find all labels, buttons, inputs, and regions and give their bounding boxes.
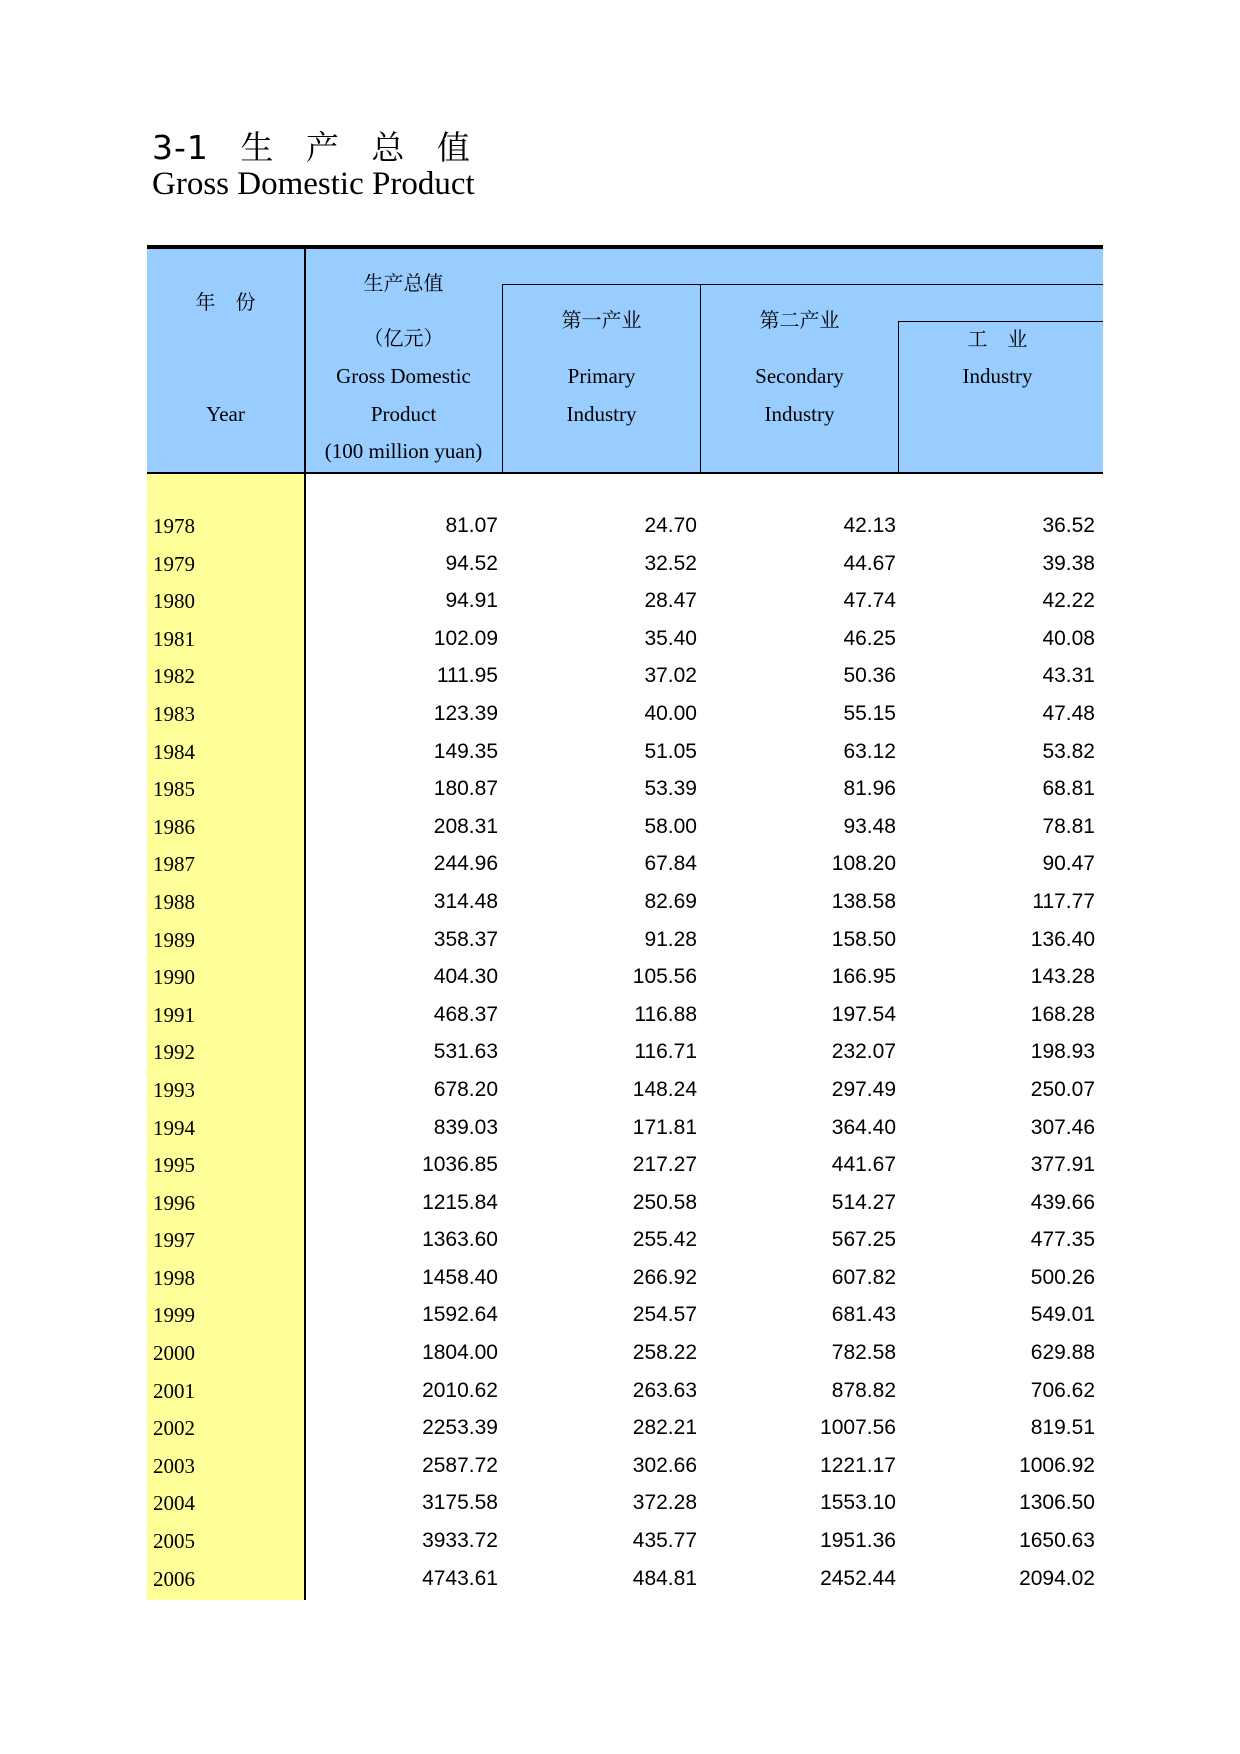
gdp-cell: 94.91: [445, 589, 498, 613]
year-cell: 1991: [153, 1002, 195, 1027]
industry-cell: 68.81: [1042, 777, 1095, 801]
table-body: [147, 510, 1103, 1600]
industry-cell: 1650.63: [1019, 1529, 1095, 1553]
year-cell: 1994: [153, 1115, 195, 1140]
gdp-cell: 1458.40: [422, 1265, 498, 1289]
primary-cell: 58.00: [644, 814, 697, 838]
industry-cell: 706.62: [1030, 1378, 1095, 1402]
year-cell: 1981: [153, 626, 195, 651]
secondary-cell: 514.27: [831, 1190, 896, 1214]
primary-cell: 266.92: [632, 1265, 697, 1289]
secondary-cell: 166.95: [831, 965, 896, 989]
header-year-en: Year: [206, 402, 245, 426]
gdp-cell: 358.37: [433, 927, 498, 951]
gdp-cell: 2253.39: [422, 1416, 498, 1440]
gdp-cell: 3175.58: [422, 1491, 498, 1515]
gdp-cell: 2010.62: [422, 1378, 498, 1402]
table-row: [147, 773, 1103, 811]
table-row: [147, 1224, 1103, 1262]
primary-cell: 105.56: [632, 965, 697, 989]
year-cell: 1996: [153, 1190, 195, 1215]
year-cell: 1979: [153, 551, 195, 576]
gdp-cell: 4743.61: [422, 1566, 498, 1590]
industry-cell: 629.88: [1030, 1341, 1095, 1365]
industry-cell: 47.48: [1042, 701, 1095, 725]
gdp-cell: 208.31: [433, 814, 498, 838]
title-char: 产: [305, 128, 340, 167]
table-row: [147, 660, 1103, 698]
secondary-cell: 47.74: [843, 589, 896, 613]
gdp-cell: 1215.84: [422, 1190, 498, 1214]
primary-cell: 91.28: [644, 927, 697, 951]
year-cell: 1995: [153, 1153, 195, 1178]
header-primary-cn: 第一产业: [561, 308, 642, 332]
table-row: [147, 548, 1103, 586]
table-row: [147, 1074, 1103, 1112]
table-row: [147, 1187, 1103, 1225]
secondary-cell: 63.12: [843, 739, 896, 763]
primary-cell: 148.24: [632, 1077, 697, 1101]
gdp-cell: 314.48: [433, 889, 498, 913]
primary-cell: 171.81: [632, 1115, 697, 1139]
primary-cell: 51.05: [644, 739, 697, 763]
header-gdp-en-2: Product: [370, 402, 437, 426]
industry-cell: 439.66: [1030, 1190, 1095, 1214]
industry-cell: 42.22: [1042, 589, 1095, 613]
primary-cell: 302.66: [632, 1453, 697, 1477]
industry-cell: 500.26: [1030, 1265, 1095, 1289]
table-row: [147, 510, 1103, 548]
table-row: [147, 1487, 1103, 1525]
table-title-en: Gross Domestic Product: [152, 166, 475, 202]
year-cell: 1992: [153, 1040, 195, 1065]
secondary-cell: 138.58: [831, 889, 896, 913]
year-cell: 1989: [153, 927, 195, 952]
table-row: [147, 1412, 1103, 1450]
year-cell: 1999: [153, 1303, 195, 1328]
secondary-cell: 364.40: [831, 1115, 896, 1139]
header-secondary-cn: 第二产业: [759, 308, 840, 332]
gdp-cell: 1592.64: [422, 1303, 498, 1327]
header-gdp-unit-en: (100 million yuan): [324, 439, 483, 463]
gdp-cell: 111.95: [436, 664, 498, 688]
primary-cell: 372.28: [632, 1491, 697, 1515]
year-cell: 1984: [153, 739, 195, 764]
secondary-cell: 1007.56: [820, 1416, 896, 1440]
divider: [502, 284, 1103, 285]
gdp-cell: 3933.72: [422, 1529, 498, 1553]
table-row: [147, 1299, 1103, 1337]
industry-cell: 117.77: [1032, 889, 1095, 913]
gdp-cell: 102.09: [433, 626, 498, 650]
industry-cell: 36.52: [1042, 514, 1095, 537]
industry-cell: 819.51: [1030, 1416, 1095, 1440]
secondary-cell: 197.54: [831, 1002, 896, 1026]
industry-cell: 1306.50: [1019, 1491, 1095, 1515]
year-cell: 2006: [153, 1566, 195, 1591]
secondary-cell: 1951.36: [820, 1529, 896, 1553]
industry-cell: 40.08: [1042, 626, 1095, 650]
year-cell: 2001: [153, 1378, 195, 1403]
industry-cell: 90.47: [1042, 852, 1095, 876]
year-cell: 2002: [153, 1416, 195, 1441]
industry-cell: 1006.92: [1019, 1453, 1095, 1477]
secondary-cell: 1221.17: [820, 1453, 896, 1477]
header-secondary-en-1: Secondary: [755, 364, 844, 388]
table-row: [147, 585, 1103, 623]
year-cell: 1988: [153, 889, 195, 914]
primary-cell: 263.63: [632, 1378, 697, 1402]
primary-cell: 32.52: [644, 551, 697, 575]
table-row: [147, 886, 1103, 924]
table-title-cn: [152, 122, 491, 169]
header-primary-en-1: Primary: [567, 364, 636, 388]
table-row: [147, 698, 1103, 736]
year-cell: 1980: [153, 589, 195, 614]
gdp-cell: 2587.72: [422, 1453, 498, 1477]
primary-cell: 116.71: [634, 1040, 697, 1064]
gdp-cell: 678.20: [433, 1077, 498, 1101]
table-row: [147, 811, 1103, 849]
secondary-cell: 607.82: [831, 1265, 896, 1289]
secondary-cell: 44.67: [843, 551, 896, 575]
header-gdp-en-1: Gross Domestic: [336, 364, 471, 388]
table-row: [147, 1525, 1103, 1563]
year-cell: 1990: [153, 965, 195, 990]
table-row: [147, 1112, 1103, 1150]
gdp-cell: 149.35: [433, 739, 498, 763]
header-secondary-en-2: Industry: [764, 402, 835, 426]
gdp-cell: 1036.85: [422, 1153, 498, 1177]
year-cell: 1978: [153, 514, 195, 538]
industry-cell: 39.38: [1042, 551, 1095, 575]
secondary-cell: 93.48: [843, 814, 896, 838]
table-row: [147, 1450, 1103, 1488]
primary-cell: 28.47: [644, 589, 697, 613]
year-cell: 1993: [153, 1077, 195, 1102]
gdp-cell: 1804.00: [422, 1341, 498, 1365]
year-cell: 1998: [153, 1265, 195, 1290]
table-row: [147, 1262, 1103, 1300]
year-cell: 2000: [153, 1341, 195, 1366]
header-year-cn: 年 份: [195, 290, 256, 314]
year-cell: 1987: [153, 852, 195, 877]
secondary-cell: 1553.10: [820, 1491, 896, 1515]
year-cell: 1982: [153, 664, 195, 689]
primary-cell: 282.21: [632, 1416, 697, 1440]
primary-cell: 250.58: [632, 1190, 697, 1214]
table-row: [147, 1375, 1103, 1413]
year-cell: 1997: [153, 1228, 195, 1253]
primary-cell: 24.70: [644, 514, 697, 537]
secondary-cell: 42.13: [843, 514, 896, 537]
table-row: [147, 961, 1103, 999]
industry-cell: 549.01: [1030, 1303, 1095, 1327]
gdp-cell: 81.07: [445, 514, 498, 537]
industry-cell: 78.81: [1042, 814, 1095, 838]
primary-cell: 484.81: [632, 1566, 697, 1590]
primary-cell: 40.00: [644, 701, 697, 725]
gdp-cell: 468.37: [433, 1002, 498, 1026]
primary-cell: 82.69: [644, 889, 697, 913]
table-row: [147, 623, 1103, 661]
gdp-cell: 94.52: [445, 551, 498, 575]
primary-cell: 116.88: [634, 1002, 697, 1026]
table-row: [147, 736, 1103, 774]
year-cell: 2003: [153, 1453, 195, 1478]
header-gdp-cn: 生产总值: [363, 271, 444, 295]
header-primary-en-2: Industry: [566, 402, 637, 426]
title-char: 总: [371, 128, 406, 167]
industry-cell: 250.07: [1030, 1077, 1095, 1101]
gdp-cell: 839.03: [433, 1115, 498, 1139]
year-cell: 1983: [153, 701, 195, 726]
header-industry-en: Industry: [962, 364, 1033, 388]
title-char: 值: [436, 128, 471, 167]
primary-cell: 435.77: [632, 1529, 697, 1553]
industry-cell: 477.35: [1030, 1228, 1095, 1252]
table-row: [147, 1036, 1103, 1074]
secondary-cell: 158.50: [831, 927, 896, 951]
secondary-cell: 782.58: [831, 1341, 896, 1365]
primary-cell: 53.39: [644, 777, 697, 801]
gdp-cell: 244.96: [433, 852, 498, 876]
secondary-cell: 108.20: [831, 852, 896, 876]
primary-cell: 258.22: [632, 1341, 697, 1365]
secondary-cell: 297.49: [831, 1077, 896, 1101]
table-row: [147, 1563, 1103, 1601]
primary-cell: 67.84: [644, 852, 697, 876]
secondary-cell: 681.43: [831, 1303, 896, 1327]
gdp-cell: 123.39: [433, 701, 498, 725]
title-char: 生: [240, 128, 275, 167]
secondary-cell: 567.25: [831, 1228, 896, 1252]
year-cell: 1985: [153, 777, 195, 802]
header-industry-cn: 工 业: [967, 327, 1028, 351]
table-row: [147, 1337, 1103, 1375]
header-gdp-unit-cn: （亿元）: [363, 326, 444, 350]
table-number: 3-1: [152, 128, 209, 167]
primary-cell: 217.27: [632, 1153, 697, 1177]
industry-cell: 377.91: [1030, 1153, 1095, 1177]
industry-cell: 307.46: [1030, 1115, 1095, 1139]
industry-cell: 198.93: [1030, 1040, 1095, 1064]
industry-cell: 168.28: [1030, 1002, 1095, 1026]
secondary-cell: 2452.44: [820, 1566, 896, 1590]
secondary-cell: 878.82: [831, 1378, 896, 1402]
secondary-cell: 81.96: [843, 777, 896, 801]
gdp-cell: 531.63: [433, 1040, 498, 1064]
year-cell: 2004: [153, 1491, 195, 1516]
secondary-cell: 232.07: [831, 1040, 896, 1064]
secondary-cell: 441.67: [831, 1153, 896, 1177]
primary-cell: 254.57: [632, 1303, 697, 1327]
industry-cell: 53.82: [1042, 739, 1095, 763]
gdp-cell: 180.87: [433, 777, 498, 801]
secondary-cell: 46.25: [843, 626, 896, 650]
industry-cell: 2094.02: [1019, 1566, 1095, 1590]
secondary-cell: 55.15: [843, 701, 896, 725]
table-row: [147, 924, 1103, 962]
table-row: [147, 999, 1103, 1037]
gdp-cell: 404.30: [433, 965, 498, 989]
industry-cell: 43.31: [1042, 664, 1095, 688]
primary-cell: 35.40: [644, 626, 697, 650]
primary-cell: 255.42: [632, 1228, 697, 1252]
primary-cell: 37.02: [644, 664, 697, 688]
table-row: [147, 1149, 1103, 1187]
secondary-cell: 50.36: [843, 664, 896, 688]
year-cell: 1986: [153, 814, 195, 839]
industry-cell: 143.28: [1030, 965, 1095, 989]
industry-cell: 136.40: [1030, 927, 1095, 951]
table-row: [147, 848, 1103, 886]
gdp-cell: 1363.60: [422, 1228, 498, 1252]
year-cell: 2005: [153, 1529, 195, 1554]
